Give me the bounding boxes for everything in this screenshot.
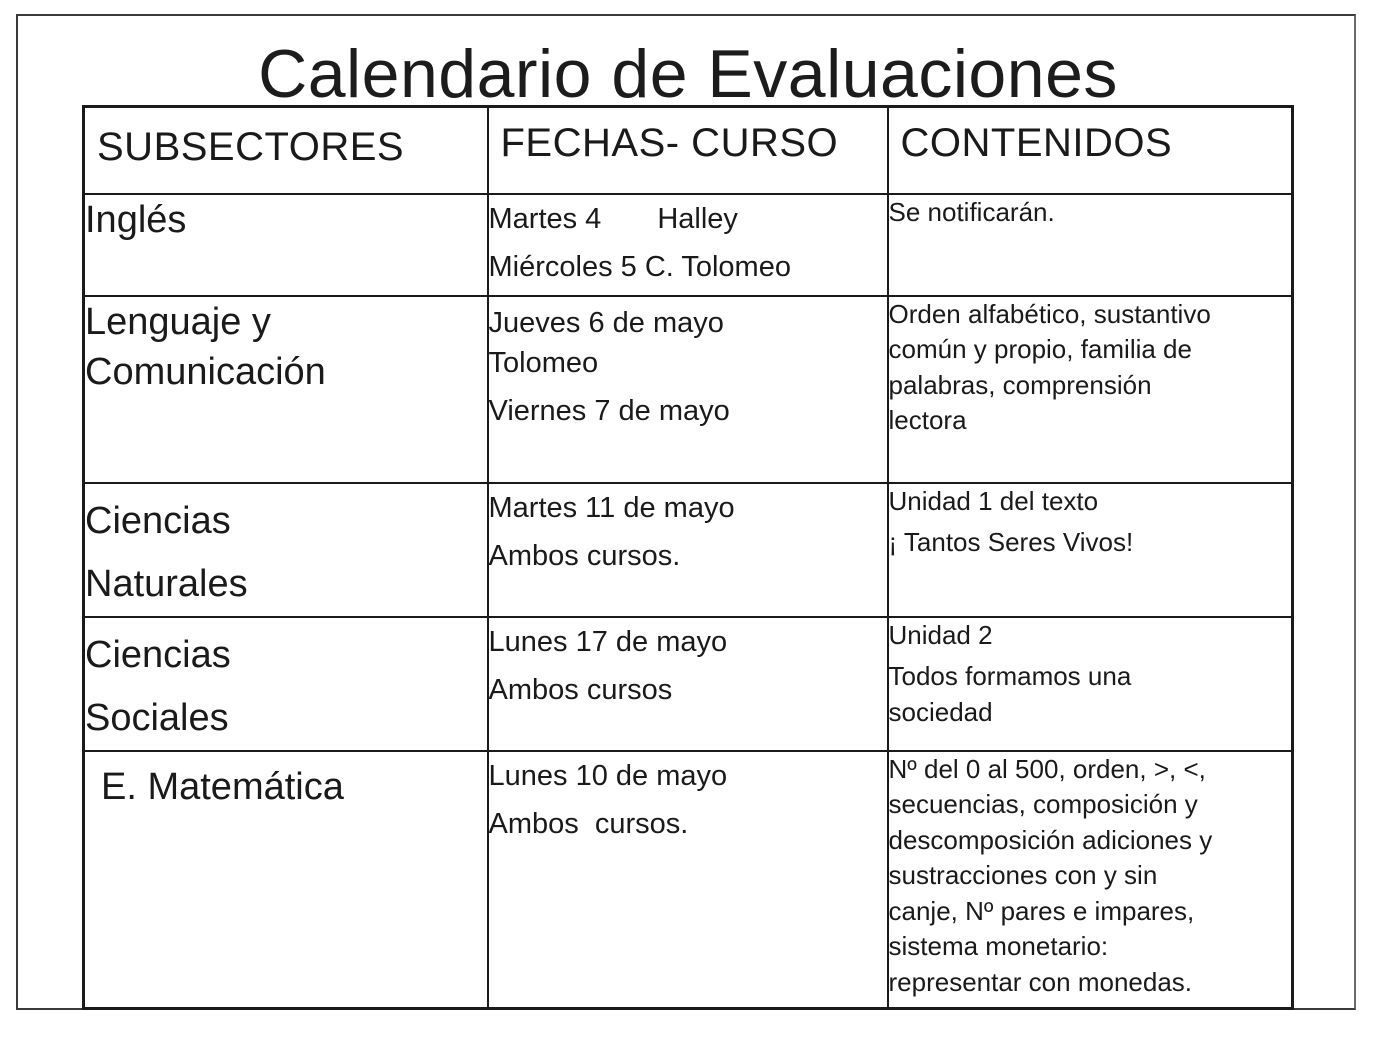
contenido-line: ¡ Tantos Seres Vivos! <box>888 527 1134 557</box>
contenido-line: Orden alfabético, sustantivo <box>888 298 1211 329</box>
contenido-cell <box>888 483 1293 617</box>
header-contenidos: CONTENIDOS <box>888 107 1293 194</box>
contenido-line: Nº del 0 al 500, orden, >, <, <box>888 753 1206 784</box>
fecha-line: Lunes 10 de mayo <box>488 759 728 792</box>
fecha-line: Tolomeo <box>488 346 599 379</box>
contenido-cell <box>888 617 1293 751</box>
fecha-line <box>489 195 887 243</box>
contenido-line: sociedad <box>888 696 993 727</box>
contenido-line: Unidad 2 <box>888 619 993 650</box>
contenido-line: sistema monetario: <box>888 931 1109 961</box>
subsector-cell <box>84 617 488 751</box>
subsector-cell <box>84 483 488 617</box>
subsector-line: Sociales <box>85 696 229 739</box>
header-subsectores: SUBSECTORES <box>84 107 488 194</box>
fecha-line: Martes 11 de mayo <box>488 491 735 524</box>
contenido-line: lectora <box>888 405 967 435</box>
fecha-line: Jueves 6 de mayo <box>488 306 724 339</box>
header-fechas-curso: FECHAS- CURSO <box>488 107 888 194</box>
subsector-cell <box>84 194 488 296</box>
fecha-cell <box>488 483 888 617</box>
subsector-line: Comunicación <box>85 350 326 393</box>
document-title: Calendario de Evaluaciones <box>258 36 1118 112</box>
contenido-line: Unidad 1 del texto <box>888 485 1099 516</box>
contenido-line: sustracciones con y sin <box>888 860 1158 890</box>
fecha-cell <box>488 296 888 483</box>
table-row-ciencias-naturales <box>84 483 1293 617</box>
evaluation-calendar-table <box>82 105 1294 1010</box>
fecha-line: Miércoles 5 C. Tolomeo <box>488 250 791 283</box>
table-row-matematica <box>84 751 1293 1009</box>
table-row-lenguaje <box>84 296 1293 483</box>
subsector-line: Ciencias <box>85 499 231 542</box>
fecha-line: Ambos cursos <box>488 673 673 706</box>
contenido-line: común y propio, familia de <box>888 334 1192 364</box>
fecha-line: Viernes 7 de mayo <box>488 394 730 427</box>
fecha-line: Ambos cursos. <box>488 539 681 572</box>
fecha-cell <box>488 617 888 751</box>
contenido-line: descomposición adiciones y <box>888 824 1213 855</box>
fecha-curso: Halley <box>657 202 738 235</box>
contenido-line: canje, Nº pares e impares, <box>888 895 1195 926</box>
contenido-line: Se notificarán. <box>888 196 1055 227</box>
subsector-cell <box>84 751 488 1009</box>
fecha-cell <box>488 751 888 1009</box>
contenido-cell <box>888 751 1293 1009</box>
fecha-line: Lunes 17 de mayo <box>488 625 728 658</box>
subsector-line: Lenguaje y <box>85 300 271 343</box>
contenido-line: representar con monedas. <box>888 966 1193 997</box>
fecha-line: Ambos cursos. <box>488 807 689 840</box>
subsector-line: Ciencias <box>85 633 231 676</box>
contenido-line: palabras, comprensión <box>888 369 1152 400</box>
table-row-ingles <box>84 194 1293 296</box>
fecha-day: Martes 4 <box>488 202 602 235</box>
subsector-line: Inglés <box>85 198 187 241</box>
contenido-line: Todos formamos una <box>888 661 1132 691</box>
subsector-cell <box>84 296 488 483</box>
contenido-cell <box>888 296 1293 483</box>
table-header-row <box>84 107 1293 194</box>
table-row-ciencias-sociales <box>84 617 1293 751</box>
contenido-line: secuencias, composición y <box>888 789 1198 819</box>
subsector-line: Naturales <box>85 562 248 605</box>
fecha-cell <box>488 194 888 296</box>
subsector-line: E. Matemática <box>101 765 344 808</box>
contenido-cell <box>888 194 1293 296</box>
